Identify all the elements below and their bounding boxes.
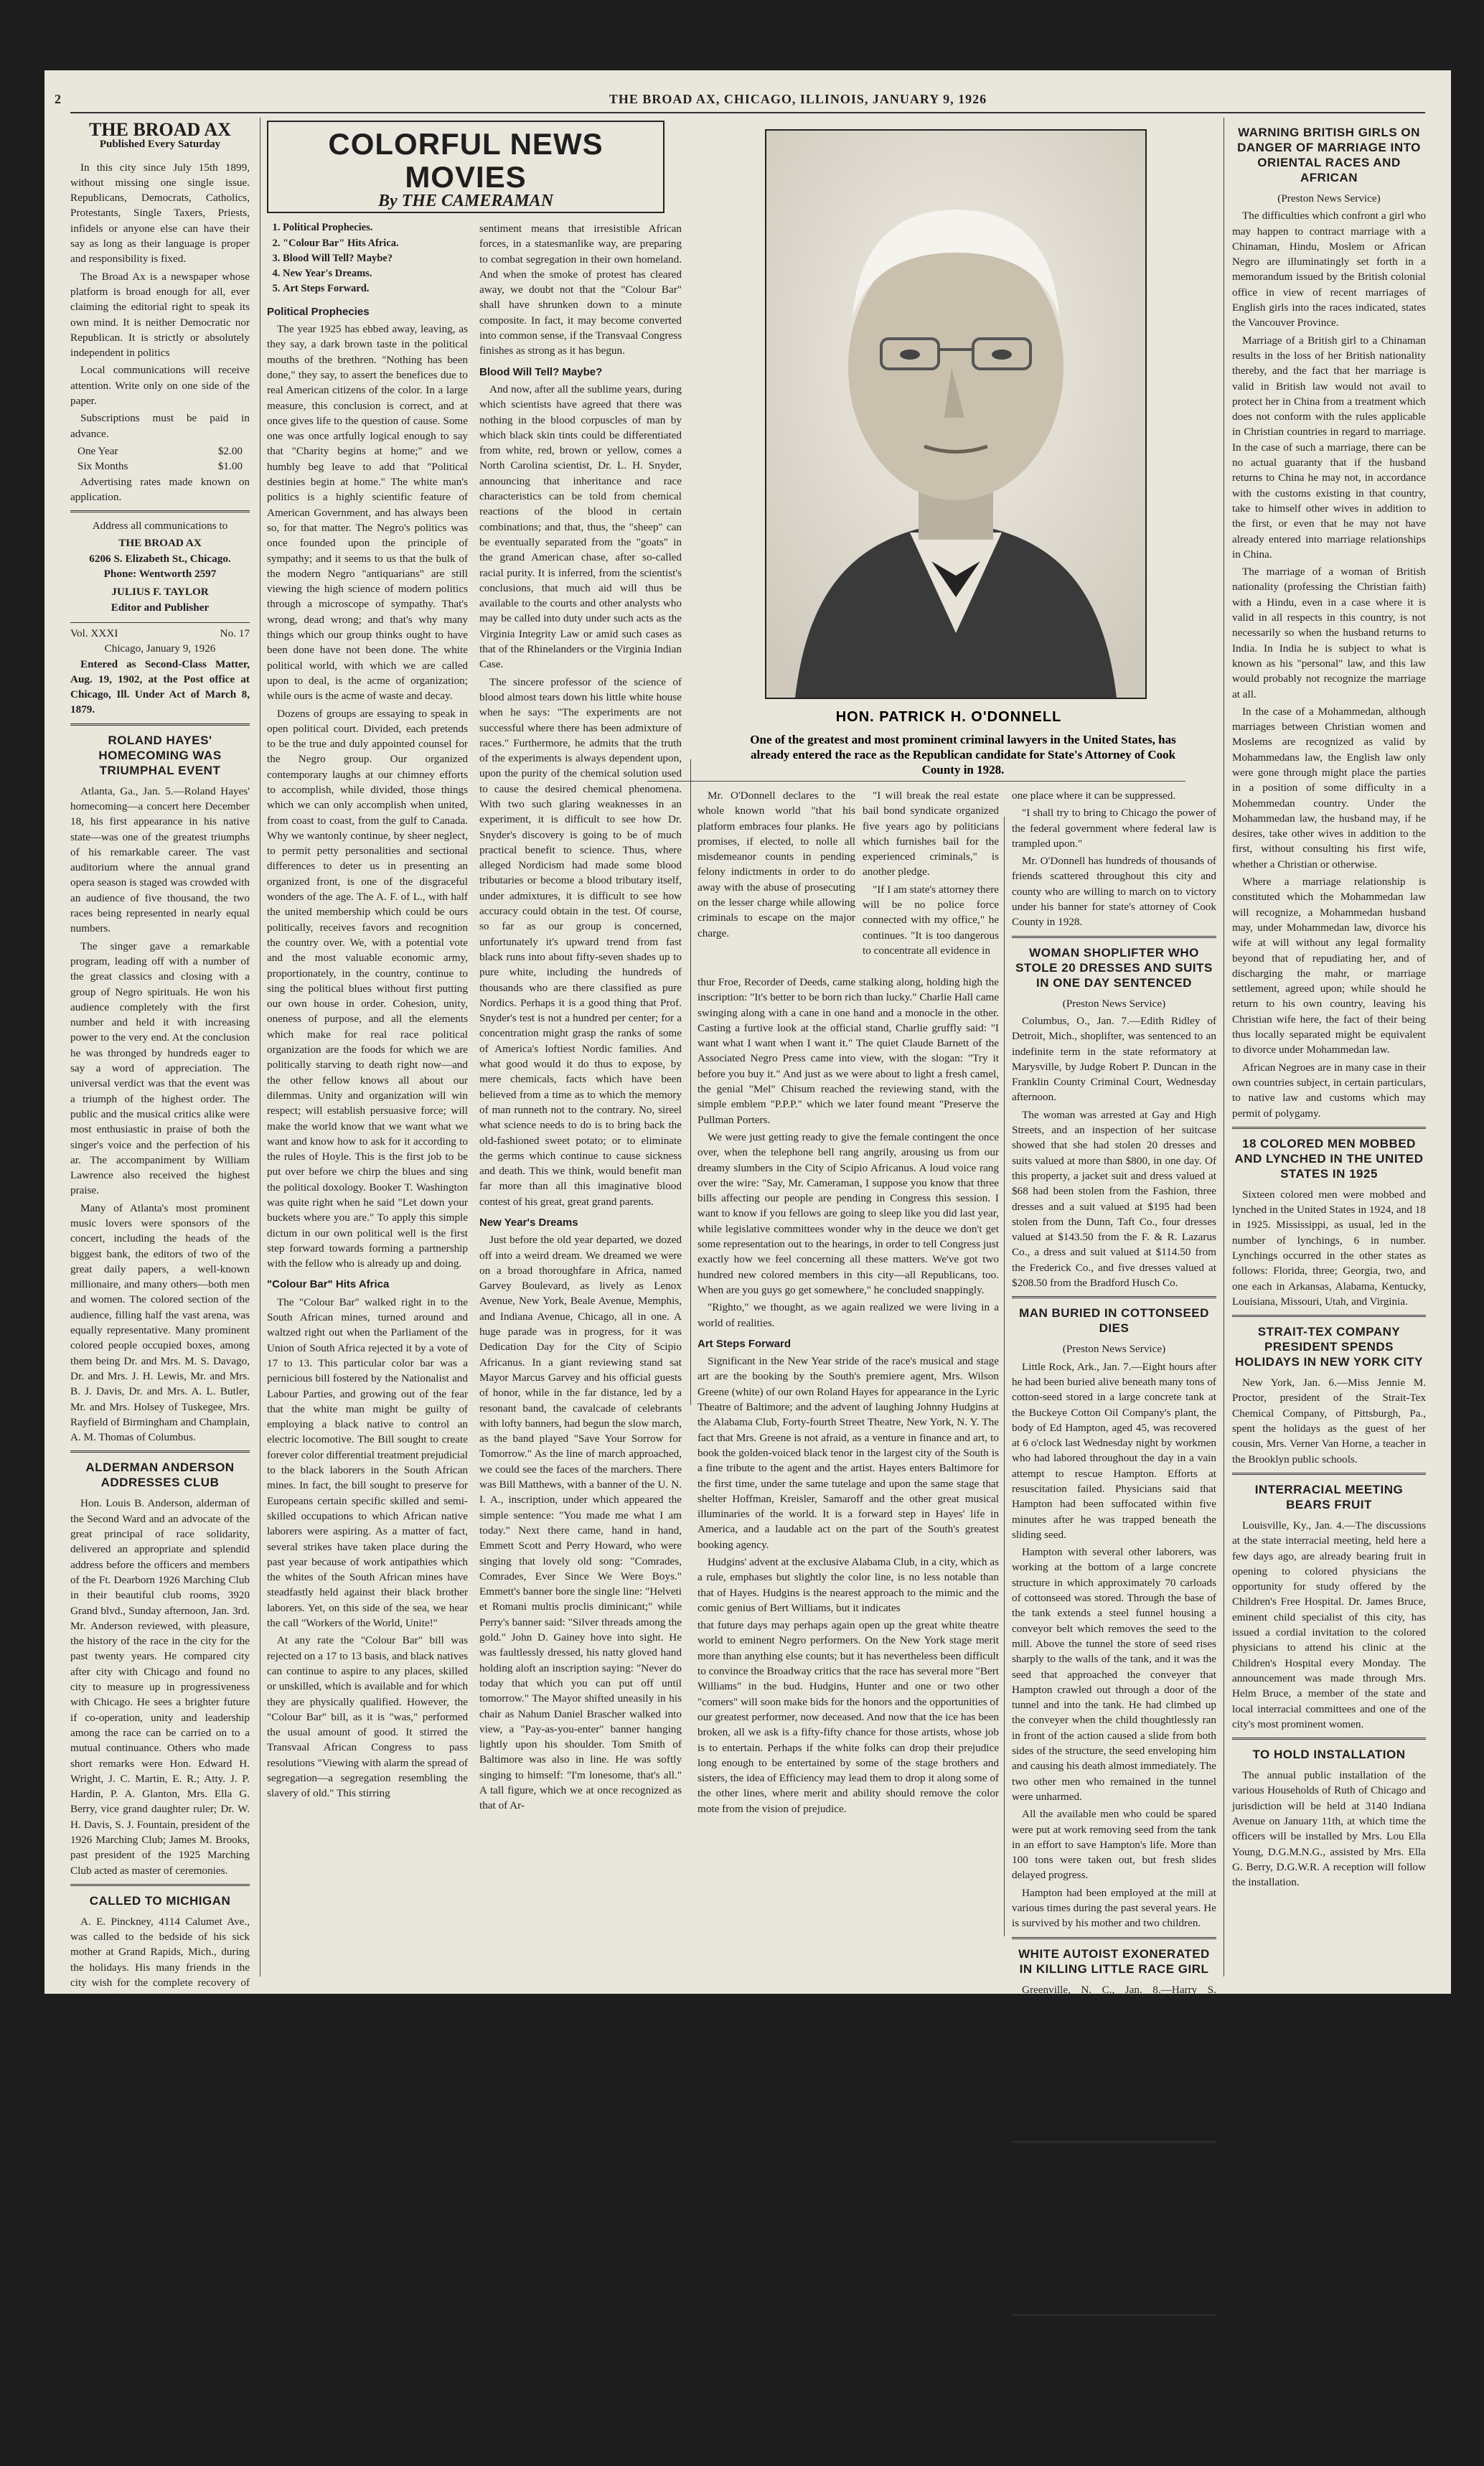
headline: HON. F. Q. MORTON DELIVERS EMANCIPATION ADDRESS	[1018, 2150, 1210, 2180]
article-paragraph: "I will break the real estate bail bond syndicate organized five years ago by politicians which furnishes bail for the experienced criminals," is another pledge.	[863, 789, 999, 878]
article-paragraph: African Negroes are in many case in their own countries subject, in certain particulars, to native law and customs which may permit of polygamy.	[1232, 1061, 1426, 1120]
article-paragraph: Hudgins' advent at the exclusive Alabama Club, in a city, which as a rule, emphases but slightly the color line, is no less notable than that of Hayes. Hudgins is the nearest approach to the mimic and the comic genius of Bert Williams, but it indicates	[698, 1555, 999, 1614]
headline: WOMAN SHOPLIFTER WHO STOLE 20 DRESSES AND SUITS IN ONE DAY SENTENCED	[1015, 945, 1213, 990]
address-name: THE BROAD AX	[118, 537, 202, 550]
contents-item: 2. "Colour Bar" Hits Africa.	[283, 236, 468, 251]
divider	[1232, 1738, 1426, 1740]
divider	[1012, 936, 1216, 938]
article-paragraph: Louisville, Ky., Jan. 4.—The discussions at the state interracial meeting, held here a few days ago, are already bearing fruit in opening to colored physicians the opportunity for study offered by the Children's Free Hospital. Dr. James Bruce, eminent child specialist of this city, has issued a cordial invitation to the colored physicians to attend his clinic at the Children's Hospital every Monday. The announcement was made through Mrs. Helm Bruce, a member of the state and local interracial committees and one of the city's most prominent women.	[1232, 1519, 1426, 1730]
headline: TO HOLD INSTALLATION	[1252, 1748, 1406, 1762]
article-paragraph: Marriage of a British girl to a Chinaman results in the loss of her British nationality thereby, and the fact that her marriage is valid in British law would not avail to protect her in China from a treatment which does not conform with the rules applicable in Christian countries in regard to marriage. In the case of such a marriage, there can be no actual guaranty that if the husband returns to China he may not, in accordance with the customs existing in that country, take to himself other wives in addition to the first, or even that he may not have already entered into marriage relationships in China.	[1232, 334, 1426, 561]
feature-title: COLORFUL NEWS MOVIES	[328, 127, 604, 194]
article-paragraph: The singer gave a remarkable program, leading off with a number of the great classics and closing with a group of Negro spirituals. He won his audience completely with the first number and held it with increasing power to the very end. At the conclusion he was thronged by hundreds eager to say a word of appreciation. The universal verdict was that the event was a triumph of the highest order. The public and the musical critics alike were most enthusiastic in praise of both the singer's voice and the perfection of his ar. The accompaniment by William Lawrence also received the highest praise.	[70, 939, 250, 1197]
contents-item: 3. Blood Will Tell? Maybe?	[283, 251, 468, 266]
divider	[70, 1884, 250, 1886]
article-paragraph: The "Colour Bar" walked right in to the South African mines, turned around and waltzed right out when the Parliament of the Union of South Africa rejected it by a vote of 17 to 13. This particular color bar was a pernicious bill fostered by the Nationalist and Labour Parties, and growing out of the fear that the white man might be guilty of employing a black native to control an electric locomotive. The Bill sought to create forever color differential treatment prejudicial to the black laborers in the South African mines. In fact, the bill sought to preserve for Europeans certain specific skilled and semi-skilled occupations to which African native laborers were aspiring. As a matter of fact, several strikes have taken place during the past year because of work antipathies which the whites of the South African mines have steadfastly held against their black brother laborers. Yet, on this side of the sea, we hear the call "Workers of the World, Unite!"	[267, 1295, 468, 1630]
masthead-title: THE BROAD AX	[89, 119, 231, 140]
headline: STRAIT-TEX COMPANY PRESIDENT SPENDS HOLIDAYS IN NEW YORK CITY	[1235, 1325, 1423, 1369]
volume: Vol. XXXI	[70, 627, 118, 639]
article-paragraph: Many of Atlanta's most prominent music lovers were sponsors of the concert, including the heads of the biggest bank, the editors of two of the great daily papers, a well-known millionaire, and many others—both men and women. The colored section of the audience, filling half the vast arena, was equally representative. Many prominent colored people occupied boxes, among them being Dr. and Mrs. M. S. Davago, Dr. and Mrs. J. H. Lewis, Mr. and Mrs. B. J. Davis, Dr. and Mrs. A. L. Butler, Mr. and Mrs. Holsey of Tuskegee, Mrs. Rayfield of Birmingham and Champlain, A. M. Thomas of Columbus.	[70, 1201, 250, 1444]
divider	[1232, 1473, 1426, 1475]
contents-item: 1. Political Prophecies.	[283, 220, 468, 235]
issue-number: No. 17	[220, 627, 250, 639]
photo-caption-name: HON. PATRICK H. O'DONNELL	[835, 709, 1062, 725]
divider	[1012, 2314, 1216, 2316]
article-paragraph: The sincere professor of the science of blood almost tears down his little white house when he says: "The experiments are not successful where there has been admixture of races." Furthermore, he admits that the truth of the experiments is always dependent upon, upon the purity of the chemical solution used to cause the desired chemical phenomena. With two such glaring weaknesses in an experiment, it is difficult to see how Dr. Snyder's discovery is going to be of much practical benefit to science. Thus, where alleged Nordicism had made some blood tributaries or become a blood tributary itself, under admixtures, it is difficult to see how accuracy could obtain in the test. Of course, so far as our group is concerned, unfortunately it's upward trend from fast black runs into about fifty-seven shades up to pure white, including the hundreds of thousands who are there classified as pure Nordics. Perhaps it is a good thing that Prof. Snyder's test is not a hundred per center; for a concentration might grasp the ranks of some of America's loftiest Nordic families. And what good would it do thus to expose, by mere chemicals, facts which have been believed from a time as to which the memory of man runneth not to the contrary. No, sireel what science needs to do is to bring back the old-fashioned sweet potato; or to eliminate the germs which continue to cause sickness and death. This we think, would benefit man far more than all this imaginative blood contest of his great, great grand parents.	[479, 675, 682, 1208]
headline: CALLED TO MICHIGAN	[89, 1893, 231, 1908]
divider	[70, 510, 250, 512]
headline: EXPERT STATISTICIAN VISITS BROTHER IN PITTSBURGH	[1021, 2323, 1207, 2353]
divider	[1012, 2141, 1216, 2143]
feature-contents	[267, 220, 468, 296]
news-service: (Preston News Service)	[1062, 1343, 1166, 1356]
article-paragraph: Hampton had been employed at the mill at various times during the past several years. He is survived by his mother and two children.	[1012, 1886, 1216, 1930]
article-paragraph: Dozens of groups are essaying to speak in open political court. Divided, each pretends to be the true and duly appointed counsel for the Negro group. Our organized contemporary laughs at our chimney efforts to accomplish, while divided, those things which we can only accomplish when united, from coast to coast, from the gulf to Canada. Why we wantonly continue, by sheer neglect, to permit petty personalities and sectional differences to deter us in presenting an organized front, is one of the disgraceful wonders of the age. The A. F. of L., with half the united membership which could be ours politically, receives favors and recognition the country over. We, with a potential vote and the most valuable economic army, proportionately, in the country, continue to sing the political blues without first putting our own house in order. Cohesion, unity, oneness of purpose, and all the elements which make for real race political organization are the foods for which we are politically starving to death right now—and the other fellow knows all about our dilemmas. Unity and organization will win respect; will establish persuasive force; will make the world know that we want what we want and know how to ask for it according to the rules of Hoyle. This is the first job to be put over before we chirp the blues and sing the political doxology. Booker T. Washington was quite right when he said "Let down your buckets where you are." To apply this simple dictum in our own political well is the first step forward towards forming a partnership with the fellow who is already up and doing.	[267, 707, 468, 1270]
feature-byline: By THE CAMERAMAN	[377, 192, 554, 210]
column-1	[70, 118, 250, 2005]
article-paragraph: Columbus, O., Jan. 7.—Edith Ridley of Detroit, Mich., shoplifter, was sentenced to an indefinite term in the state reformatory at Marysville, by Judge Robert P. Duncan in the Franklin County Criminal Court, Wednesday afternoon.	[1012, 1014, 1216, 1104]
photo-caption: One of the greatest and most prominent criminal lawyers in the United States, has already entered the race as the Republican candidate for State's Attorney of Cook County in 1928.	[750, 733, 1176, 777]
article-paragraph: Pittsburgh, Pa., Jan. 7.—Hon. Ferdinand Q. Morton, of New York City, was the principal speaker at the Emancipation Celebration held in Rodman Street Baptist Church here Friday night. More than 3,000 persons attended the meeting and heard Mr. Morton deliver a ringing appeal for racial co-operation and political solidarity.	[1012, 2187, 1216, 2307]
headline: ALDERMAN ANDERSON ADDRESSES CLUB	[85, 1461, 235, 1490]
divider	[70, 1450, 250, 1453]
article-paragraph: "I shall try to bring to Chicago the power of the federal government where federal law is trampled upon."	[1012, 807, 1216, 850]
column-3	[479, 221, 682, 1979]
article-paragraph: In the case of a Mohammedan, although marriages between Christian women and Moslems are recognized as valid by Mohammedans law, the English law only were gone through might place the parties in a position of some difficulty in a Mohemmedan country. Under the Mohammedan law, the husband may, if he desires, take other wives in addition to the first, without consulting his first wife, whether a Christian or otherwise.	[1232, 705, 1426, 871]
divider	[70, 723, 250, 726]
article-paragraph: Atlanta, Ga., Jan. 5.—Roland Hayes' homecoming—a concert here December 18, his first appearance in his native state—was one of the greatest triumphs of his remarkable career. The vast auditorium where the annual grand opera season is staged was crowded with an audience of five thousand, the two races being represented in nearly equal numbers.	[70, 784, 250, 935]
masthead-paragraph: Subscriptions must be paid in advance.	[70, 412, 250, 440]
subscription-row	[78, 459, 243, 474]
column-rule	[1004, 817, 1005, 1936]
subheading: New Year's Dreams	[479, 1216, 578, 1229]
column-5	[1012, 788, 1216, 2465]
article-paragraph: Hampton with several other laborers, was working at the bottom of a large concrete structure in which approximately 70 carloads of cottonseed was stored. Through the base of the tank extends a steel funnel housing a conveyor belt which removes the seed to the mill. Above the tunnel the store of seed rises sharply to the walls of the tank, and it was the seed that approached the conveyer that Hampton crawled out through a door of the tunnel and into the tank. He had climbed up the conveyer when the child thoughtlessly ran in front of the action caused a slide from both sides of the structure, the seed enveloping him and causing his death almost immediately. The two other men who remained in the tunnel were unharmed.	[1012, 1546, 1216, 1803]
divider	[1012, 1296, 1216, 1298]
newspaper-page	[44, 70, 1451, 2465]
divider	[1232, 1127, 1426, 1129]
header-rule	[70, 112, 1425, 113]
article-paragraph: Significant in the New Year stride of the race's musical and stage art are the booking by the South's premiere agent, Mrs. Wilson Greene (white) of our own Roland Hayes for appearance in the Lyric Theatre of Baltimore; and the advent of laughing Johnny Hudgins at the Alabama Club, Forty-fourth Street Theatre, New York, N. Y. The fact that Mrs. Greene is not afraid, as a venture in finance and art, to book the golden-voiced black tenor in the largest city of the South is a fine tribute to the agent and the artist. Hayes enters Baltimore for the first time, under the same tutelage and upon the same stage that shelter Hoffman, Kreisler, Samaroff and the other great musical illuminaries of the world. It is a forward step in Hayes' life in America, and a laudable act on the part of the South's greatest booking agency.	[698, 1355, 999, 1551]
article-paragraph: The marriage of a woman of British nationality (professing the Christian faith) with a Hindu, even in a case where it is valid in all respects in this country, is not necessarily so when the husband returns to India. In India he is subject to what is known as his "personal" law, and this law would probably not recognize the marriage at all.	[1232, 566, 1426, 700]
article-paragraph: Pittsburgh, Pa., Jan. 8.—Hon. Charles E. Hall, expert statistician for the U. S. Bureau of Census on matters pertaining to the Negro in the United States, spent Christmas here as the guest of his brother, Abram T. Hall, a clerk in the office of the Treasurer of the City of Pittsburgh.	[1012, 2360, 1216, 2465]
article-paragraph: At any rate the "Colour Bar" bill was rejected on a 17 to 13 basis, and black natives can continue to aspire to any places, skilled or unskilled, which is available and for which they are physically qualified. However, the "Colour Bar" bill, as it is "was," performed the usual amount of good. It stirred the Transvaal African Congress to pass resolutions "Viewing with alarm the spread of segregation—a segregation resembling the slavery of old." This stirring	[267, 1634, 468, 1800]
subheading: Art Steps Forward	[698, 1337, 792, 1350]
editor-name: JULIUS F. TAYLOR	[111, 586, 209, 599]
subheading: "Colour Bar" Hits Africa	[267, 1278, 390, 1291]
article-paragraph: Mr. O'Donnell has hundreds of thousands of friends scattered throughout this city and county who are willing to march on to victory under his banner for state's attorney of Cook County in 1928.	[1012, 855, 1216, 929]
article-paragraph: And now, after all the sublime years, during which scientists have agreed that there was nothing in the blood corpuscles of man by which black skin tints could be differentiated from white, red, brown or yellow, comes a North Carolina scientist, Dr. L. H. Snyder, announcing that inheritance and race characteristics can be told from chemical reactions of the blood in certain combinations; and that, thus, the "sheep" can be eventually separated from the "goats" in the grand American chase, after so-called racial purity. It is inferred, from the scientist's conclusions, that much aid will thus be available to the courts and other analysts who may be called into duty under such acts as the Virginia Integrity Law or amid such cases as that of the Rhinelanders or the Virginia Indian Case.	[479, 383, 682, 671]
article-paragraph: Sixteen colored men were mobbed and lynched in the United States in 1924, and 18 in 1925. Mississippi, as usual, led in the number of lynchings, 6 in number. Lynchings occurred in the other states as follows: Florida, three; Georgia, two, and one each in Arkansas, Alabama, Kentucky, Louisiana, Missouri, Utah, and Virginia.	[1232, 1188, 1426, 1308]
address-intro: Address all communications to	[92, 520, 228, 533]
article-paragraph: Little Rock, Ark., Jan. 7.—Eight hours after he had been buried alive beneath many tons of cotton-seed stored in a large concrete tank at the Buckeye Cotton Oil Company's plant, the body of Ed Hampton, aged 45, was recovered at 6 o'clock last Wednesday night by workmen who had labored throughout the day in a vain attempt to rescue Hampton. Efforts at resuscitation failed. Physicians said that Hampton had been suffocated within five minutes after he was trapped beneath the sliding seed.	[1012, 1360, 1216, 1541]
article-paragraph: "Righto," we thought, as we again realized we were living in a world of realities.	[698, 1301, 999, 1329]
headline: INTERRACIAL MEETING BEARS FRUIT	[1254, 1482, 1404, 1511]
subscription-row	[78, 444, 243, 459]
column-rule	[690, 759, 691, 1405]
subscription-label: Six Months	[78, 460, 128, 473]
subheading: Blood Will Tell? Maybe?	[479, 365, 603, 378]
divider	[1232, 1315, 1426, 1317]
editor-title: Editor and Publisher	[111, 601, 210, 614]
volume-row	[70, 622, 250, 641]
news-service: (Preston News Service)	[1277, 192, 1381, 205]
article-paragraph: Mr. O'Donnell declares to the whole known world "that his platform embraces four planks. He promises, if elected, to nolle all misdemeanor counts in pending felony indictments in order to do away with the abuse of prosecuting on the lesser charge while allowing criminals to escape on the major charge.	[698, 789, 855, 939]
contents-item: 4. New Year's Dreams.	[283, 266, 468, 281]
article-paragraph: "If I am state's attorney there will be no police force connected with my office," he continues. "It is too dangerous to concentrate all evidence in	[863, 883, 999, 957]
article-paragraph: The year 1925 has ebbed away, leaving, as they say, a dark brown taste in the political mouths of the brethren. "Nothing has been done," they say, to assert the benefices due to real American citizens of the color. In a large measure, this conclusion is correct, and at once gives life to the question of cause. Some one was once artfully logical enough to say that "Charity begins at home;" and we humbly beg leave to add that "Political destinies begin at home." The white man's politics is a highly scientific feature of American Government, and has always been so, for that matter. The Negro's politics was once founded upon the principle of sympathy; and it seems to us that the bulk of the modern Negro "antiquarians" are still viewing the high science of modern politics through a microscope of sympathy. That's wrong, dead wrong; and that's why many things which our group thinks ought to have been done have not been done. The white political world, with which we are called upon to deal, is the acme of organization; while ours is the acme of waste and decay.	[267, 323, 468, 703]
masthead-paragraph: Local communications will receive attention. Write only on one side of the paper.	[70, 364, 250, 408]
masthead-paragraph: In this city since July 15th 1899, without missing one single issue. Republicans, Democrats, Catholics, Protestants, Single Taxers, Priests, infidels or anyone else can have their say as long as their language is proper and responsibility is fixed.	[70, 161, 250, 266]
article-paragraph: New York, Jan. 6.—Miss Jennie M. Proctor, president of the Strait-Tex Chemical Company, of Pittsburgh, Pa., spent the holidays as the guest of her cousin, Mrs. Verner Van Horne, a teacher in the Brooklyn public schools.	[1232, 1377, 1426, 1466]
article-paragraph: Greenville, N. C., Jan. 8.—Harry S. Wingate, a young wealthy white man, confessed Friday to the killing of little Fannie Mae Hicks, aged four, near Grimesland, and has been exonerated of all blame. It is said that the child thoughtlessly ran in front of his automobile which was traveling at a high rate of speed on the highway. The coroner's jury returned a verdict of accidental death, purely unavoidable.	[1012, 1983, 1216, 2134]
caption-rule	[647, 781, 1185, 782]
subscription-price: $1.00	[217, 460, 243, 473]
headline: WHITE AUTOIST EXONERATED IN KILLING LITTLE RACE GIRL	[1018, 1946, 1210, 1976]
contents-item: 5. Art Steps Forward.	[283, 281, 468, 296]
masthead-paragraph: The Broad Ax is a newspaper whose platform is broad enough for all, ever claiming the editorial right to speak its own mind. It is neither Democratic nor Republican. It is strictly or absolutely independent in politics	[70, 270, 250, 360]
column-6	[1232, 118, 1426, 1984]
article-paragraph: that future days may perhaps again open up the great white theatre world to eminent Negro performers. On the New York stage merit more than anything else counts; but it has nevertheless been difficult to convince the Broadway critics that the race has several more "Bert Williams" in the bud. Hudgins, Hunter and one or two other "comers" will soon make bids for the honors and the opportunities of our greatest performer, now deceased. And now that the ice has been broken, all we ask is a fifty-fifty chance for those artists, whose job is to entertain. Perhaps if the white folks can drop their prejudice long enough to be entertained by some of the stage brothers and sisters, the idea of Efficiency may lead them to drop it along some of the other lines, where merit and ability should remove the color mote from the vision of prejudice.	[698, 1619, 999, 1815]
portrait-photo	[765, 129, 1147, 699]
headline: WARNING BRITISH GIRLS ON DANGER OF MARRIAGE INTO ORIENTAL RACES AND AFRICAN	[1237, 126, 1421, 184]
masthead-subtitle: Published Every Saturday	[99, 139, 221, 151]
article-paragraph: Just before the old year departed, we dozed off into a weird dream. We dreamed we were on a broad thoroughfare in Africa, named Garvey Boulevard, as lively as Lenox Avenue, New York, Beale Avenue, Memphis, and Indiana Avenue, Chicago, all in one. A huge parade was in progress, for it was Dedication Day for the City of Scipio Africanus. In a giant reviewing stand sat Mayor Marcus Garvey and his official guests of honor, while in the far distance, led by a resonant band, the cavalcade of celebrants with lofty banners, had begun the slow march, as the band played "Save Your Sorrow for Tomorrow." As the line of march approached, we could see the faces of the marchers. There was Bill Matthews, with a banner of the U. N. I. A., inscription, under which appeared the simple sentence: "You made me what I am today." Next there came, hand in hand, Emmett Scott and Perry Howard, who were singing that lovely old song: "Comrades, Comrades, Ever Since We Were Boys." Emmett's banner bore the single line: "Helveti et Romani multis proclis diminicant;" while Perry's banner said: "Silver threads among the gold." John D. Gainey hove into sight. He was faultlessly dressed, his natty gloved hand holding aloft an inscription saying: "Never do today that which you can put off until tomorrow." The Mayor shifted uneasily in his chair as Nahum Daniel Brascher walked into view, a "Pay-as-you-enter" banner hanging lightly upon his shoulder. Tom Smith of Baltimore was also in line. He was softly singing to himself: "I'm lonesome, that's all." A tall figure, which we at once recognized as that of Ar-	[479, 1234, 682, 1812]
article-paragraph: Where a marriage relationship is constituted which the Mohammedan law will recognize, a Mohammedan husband may, under Mohammedan law, divorce his wife at will without any legal formality beyond that of repudiating her, and of discharging the mahr, or marriage settlement, agreed upon; while should he return to his own country, leaving his Christian wife here, the fact of their being thus locally separated might be equivalent to divorce under Mohammedan law.	[1232, 876, 1426, 1056]
odonnell-column-2	[863, 788, 999, 967]
article-paragraph: sentiment means that irresistible African forces, in a statesmanlike way, are preparing to combat segregation in their own homeland. And when the smoke of protest has cleared away, we doubt not that the "Colour Bar" shall have shrunken down to a minute composite. In fact, it may become converted into common sense, if the Transvaal Congress finishes as strong as it has begun.	[479, 222, 682, 357]
masthead-paragraph: Advertising rates made known on application.	[70, 475, 250, 503]
subheading: Political Prophecies	[267, 305, 370, 318]
article-paragraph: The difficulties which confront a girl who may happen to contract marriage with a Chinaman, Hindu, Moslem or African Negro are illuminatingly set forth in a memorandum issued by the British colonial office in view of recent marriages of English girls into the races indicated, states the Vancouver Province.	[1232, 210, 1426, 329]
running-header: THE BROAD AX, CHICAGO, ILLINOIS, JANUARY 9, 1926	[609, 92, 987, 106]
headline: MAN BURIED IN COTTONSEED DIES	[1019, 1306, 1209, 1336]
address-street: 6206 S. Elizabeth St., Chicago.	[89, 552, 231, 565]
column-4	[698, 975, 999, 1979]
portrait-image	[766, 131, 1145, 698]
entry-notice: Entered as Second-Class Matter, Aug. 19, 1902, at the Post office at Chicago, Ill. Under Act of March 8, 1879.	[70, 657, 250, 716]
article-paragraph: Hon. Louis B. Anderson, alderman of the Second Ward and an advocate of the great principal of race solidarity, delivered an appropriate and splendid address before the officers and members of the Ft. Dearborn 1926 Marching Club in their beautiful club rooms, 3920 Grand blvd., Sunday afternoon, Jan. 3rd. Mr. Anderson reviewed, with pleasure, the history of the race in the city for the past twenty years. He compared city after city with Chicago and found no city to measure up in progressiveness with Chicago. He sees a brighter future if co-operation, unity and leadership among the race can be carried on to a mutual continuance. Others who made short remarks were Hon. Edward H. Wright, J. C. Martin, E. R.; Atty. J. P. Hardin, P. A. Glanton, Mrs. Ella G. Berry, vice grand daughter ruler; Dr. W. H. Davis, S. J. Fountain, president of the 1926 Marching Club; James M. Brooks, past president of the 1925 Marching Club acted as master of ceremonies.	[70, 1497, 250, 1877]
subscription-price: $2.00	[217, 444, 243, 457]
headline: 18 COLORED MEN MOBBED AND LYNCHED IN THE UNITED STATES IN 1925	[1234, 1136, 1424, 1181]
article-paragraph: We were just getting ready to give the female contingent the once over, when the telephone bell rang angrily, arousing us from our dreamy slumbers in the City of Scipio Africanus. A loud voice rang over the wire: "Say, Mr. Cameraman, I suppose you know that three bills affecting our people are pending in Congress this session. I want to know if you fellows are going to sleep like you did last year, while legislative committees wonder why in the deuce we don't get some representation out to the hearings, in order to tell Congress just exactly how we feel concerning all these matters. We've got two hundred new colored members in this city—all Republicans, too. When are you guys go get somewhere," he concluded snappingly.	[698, 1130, 999, 1296]
article-paragraph: All the available men who could be spared were put at work removing seed from the tank in an effort to save Hampton's life. More than 100 tons were taken out, but fresh slides delayed progress.	[1012, 1808, 1216, 1882]
subscription-label: One Year	[78, 444, 118, 457]
article-paragraph: one place where it can be suppressed.	[1012, 789, 1176, 802]
headline: ROLAND HAYES' HOMECOMING WAS TRIUMPHAL EVENT	[98, 733, 222, 777]
odonnell-column-1	[698, 788, 855, 967]
divider	[1012, 1937, 1216, 1939]
address-phone: Phone: Wentworth 2597	[103, 568, 217, 581]
news-service: (Preston News Service)	[1062, 997, 1166, 1010]
page-number: 2	[55, 92, 61, 106]
article-paragraph: The woman was arrested at Gay and High Streets, and an inspection of her suitcase showed that she had stolen 20 dresses and suits valued at more than $800, in one day. Of this property, a jacket suit and dress valued at $68 had been stolen from the Fashion, three dresses and a suit valued at $195 had been stolen from the Dunn, Taft Co., four dresses valued at $143.50 from the F. & R. Lazarus Co., a dress and suit valued at $114.50 from the Frederick Co., and five dresses valued at $208.50 from the Bradford Husch Co.	[1012, 1108, 1216, 1290]
article-paragraph: thur Froe, Recorder of Deeds, came stalking along, holding high the inscription: "It's better to be born rich than lucky." Charlie Hall came swinging along with a cane in one hand and a monocle in the other. Casting a furtive look at the official stand, Charlie gruffly said: "I want what I want when I want it." The quiet Claude Barnett of the Associated Negro Press came into view, with the slogan: "Try it before you buy it." And just as we were about to light a fresh camel, the genial "Mel" Chisum reached the reviewing stand, with the simple emblem "P.P.P." which we later found meant "Preserve the Pullman Porters.	[698, 976, 999, 1126]
article-paragraph: A. E. Pinckney, 4114 Calumet Ave., was called to the bedside of his sick mother at Grand Rapids, Mich., during the holidays. His many friends in the city wish for the complete recovery of Mr. Pinckney's mother.	[70, 1915, 250, 2005]
article-paragraph: The annual public installation of the various Households of Ruth of Chicago and jurisdiction will be held at 3140 Indiana Avenue on January 11th, at which time the officers will be installed by Mrs. Lou Ella Young, D.G.M.N.G., assisted by Mrs. Ella G. Berry, D.G.W.R. A reception will follow the installation.	[1232, 1769, 1426, 1889]
dateline: Chicago, January 9, 1926	[104, 642, 216, 655]
feature-title-box	[267, 121, 664, 213]
